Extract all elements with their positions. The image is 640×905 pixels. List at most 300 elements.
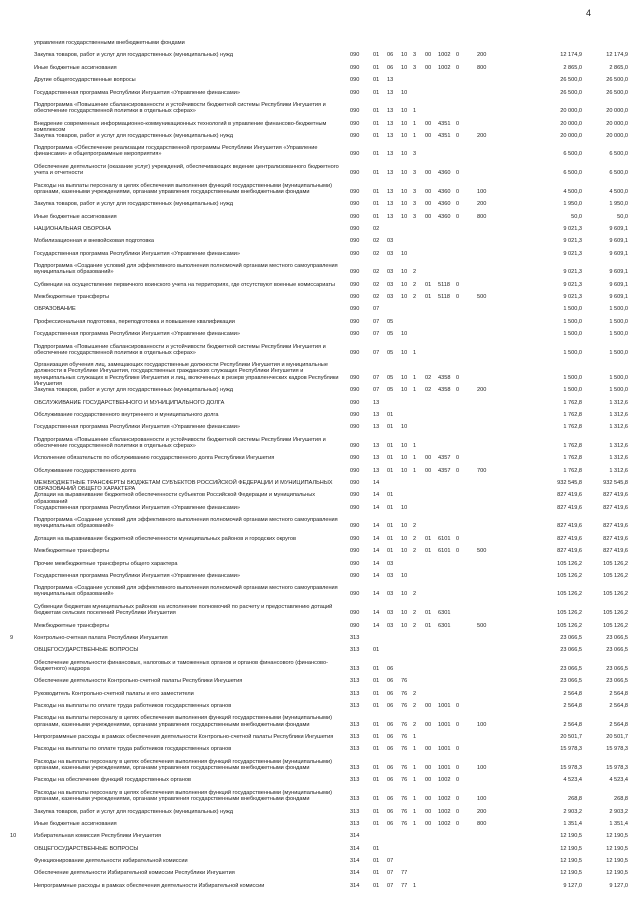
- row-code: 01: [373, 132, 380, 139]
- row-code: 13: [387, 188, 394, 195]
- row-code: 1: [413, 820, 417, 827]
- row-amount-year-1: 2 564,8: [563, 703, 582, 709]
- row-code: 090: [350, 52, 360, 59]
- row-name: Подпрограмма «Обеспечение реализации государственной программы Республики Ингушетия «Управление финансами» и общепрограммные мероприятия»: [34, 145, 318, 158]
- row-code: 500: [477, 548, 487, 555]
- row-amount-year-1: 12 190,5: [560, 857, 582, 864]
- row-amount-year-1: 827 419,6: [557, 548, 582, 555]
- row-code: 00: [425, 170, 432, 177]
- row-amount-year-1: 12 190,5: [560, 870, 582, 877]
- row-amount-year-2: 105 126,2: [603, 572, 628, 579]
- row-name: МЕЖБЮДЖЕТНЫЕ ТРАНСФЕРТЫ БЮДЖЕТАМ СУБЪЕКТОВ РОССИЙСКОЙ ФЕДЕРАЦИИ И МУНИЦИПАЛЬНЫХ ОБРАЗОВАНИЙ ОБЩЕГО ХАРАКТЕРА: [34, 480, 333, 493]
- row-name: Контрольно-счетная палата Республики Ингушетия: [34, 634, 168, 641]
- row-code: 1001: [438, 746, 451, 753]
- row-amount-year-1: 23 066,5: [560, 634, 582, 641]
- row-code: 10: [401, 535, 408, 542]
- row-code: 13: [387, 170, 394, 177]
- row-code: 800: [477, 213, 487, 220]
- row-code: 02: [373, 250, 380, 257]
- row-amount-year-1: 105 126,2: [557, 572, 582, 579]
- row-code: 13: [373, 467, 380, 474]
- row-code: 01: [425, 548, 432, 555]
- row-amount-year-1: 20 000,0: [560, 108, 582, 115]
- row-code: 1002: [438, 52, 451, 59]
- row-code: 00: [425, 820, 432, 827]
- row-code: 0: [456, 387, 460, 394]
- row-code: 00: [425, 120, 432, 127]
- row-code: 313: [350, 808, 360, 815]
- row-amount-year-2: 827 419,6: [603, 504, 628, 511]
- row-amount-year-2: 4 523,4: [609, 777, 628, 784]
- row-name: Расходы на выплаты персоналу в целях обеспечения выполнения функций государственными (муниципальными) органами, казенными учреждениями, органами управления государственными внебюджетными фондами: [34, 789, 332, 803]
- row-code: 76: [401, 808, 408, 815]
- row-code: 0: [456, 281, 460, 288]
- row-code: 10: [401, 548, 408, 555]
- row-code: 00: [425, 213, 432, 220]
- row-code: 01: [425, 281, 432, 288]
- row-amount-year-1: 9 021,3: [563, 269, 582, 276]
- row-code: 13: [373, 424, 380, 431]
- row-code: 03: [387, 622, 394, 629]
- row-amount-year-1: 1 762,8: [563, 442, 582, 449]
- row-code: 1: [413, 765, 417, 772]
- row-amount-year-2: 1 500,0: [609, 318, 628, 325]
- row-code: 3: [413, 188, 417, 195]
- row-amount-year-1: 50,0: [571, 213, 582, 220]
- row-code: 76: [401, 777, 408, 784]
- row-name: Расходы на выплаты по оплате труда работников государственных органов: [34, 746, 232, 753]
- row-name: Расходы на выплаты персоналу в целях обеспечения выполнения функций государственными (муниципальными) органами, казенными учреждениями, органами управления государственными внебюджетными фондами: [34, 715, 332, 728]
- row-code: 10: [401, 120, 408, 127]
- row-code: 13: [373, 399, 380, 406]
- row-amount-year-1: 105 126,2: [557, 560, 582, 567]
- row-name: Закупка товаров, работ и услуг для государственных (муниципальных) нужд: [34, 52, 234, 59]
- row-code: 06: [387, 690, 394, 697]
- row-name: НАЦИОНАЛЬНАЯ ОБОРОНА: [34, 225, 111, 232]
- row-amount-year-1: 1 500,0: [563, 331, 582, 338]
- row-code: 5118: [438, 294, 451, 301]
- row-amount-year-1: 20 000,0: [560, 120, 582, 127]
- row-code: 10: [401, 387, 408, 394]
- row-amount-year-1: 15 978,3: [560, 746, 582, 753]
- row-name: ОБРАЗОВАНИЕ: [34, 306, 76, 313]
- row-code: 1: [413, 387, 417, 394]
- row-code: 06: [387, 678, 394, 685]
- row-code: 02: [373, 294, 380, 301]
- row-amount-year-2: 12 190,5: [606, 870, 628, 877]
- row-amount-year-1: 12 174,9: [560, 52, 582, 59]
- row-code: 313: [350, 796, 360, 803]
- row-code: 2: [413, 690, 417, 697]
- row-name: Функционирование деятельности избирательной комиссии: [34, 857, 188, 864]
- row-amount-year-2: 20 000,0: [606, 132, 628, 139]
- row-code: 090: [350, 467, 360, 474]
- row-code: 1: [413, 746, 417, 753]
- row-name: Избирательная комиссия Республики Ингушетия: [34, 833, 162, 840]
- row-amount-year-2: 12 190,5: [606, 833, 628, 840]
- row-amount-year-1: 2 564,8: [563, 721, 582, 728]
- row-amount-year-1: 4 500,0: [563, 188, 582, 195]
- row-code: 2: [413, 269, 417, 276]
- row-code: 1002: [438, 64, 451, 71]
- row-code: 1002: [438, 777, 451, 784]
- row-code: 10: [401, 269, 408, 276]
- row-code: 10: [401, 52, 408, 59]
- row-amount-year-1: 20 000,0: [560, 132, 582, 139]
- row-name: Дотации на выравнивание бюджетной обеспеченности субъектов Российской Федерации и муниципальных образований: [34, 492, 316, 505]
- row-amount-year-2: 932 545,8: [603, 480, 628, 486]
- row-name: ОБСЛУЖИВАНИЕ ГОСУДАРСТВЕННОГО И МУНИЦИПАЛЬНОГО ДОЛГА: [34, 399, 225, 406]
- row-amount-year-1: 9 021,3: [563, 238, 582, 245]
- row-code: 314: [350, 833, 360, 840]
- row-name: Подпрограмма «Повышение сбалансированности и устойчивости бюджетной системы Республики Ингушетия и обеспечение государственной политики в отдельных сферах»: [34, 436, 326, 449]
- row-amount-year-1: 827 419,6: [557, 492, 582, 499]
- row-amount-year-2: 4 500,0: [609, 188, 628, 195]
- row-amount-year-2: 1 312,6: [609, 442, 628, 449]
- row-amount-year-1: 26 500,0: [560, 89, 582, 96]
- row-code: 76: [401, 820, 408, 827]
- row-amount-year-1: 1 500,0: [563, 374, 582, 381]
- row-code: 06: [387, 765, 394, 772]
- row-code: 1: [413, 120, 417, 127]
- row-name: Дотация на выравнивание бюджетной обеспеченности муниципальных районов и городских округов: [34, 535, 296, 542]
- row-amount-year-1: 9 021,3: [563, 281, 582, 288]
- row-code: 76: [401, 721, 408, 728]
- row-amount-year-2: 2 903,2: [609, 808, 628, 815]
- row-code: 700: [477, 467, 487, 474]
- row-code: 03: [387, 572, 394, 579]
- row-code: 00: [425, 52, 432, 59]
- row-amount-year-2: 2 564,8: [609, 690, 628, 697]
- row-code: 0: [456, 721, 460, 728]
- row-amount-year-1: 9 021,3: [563, 225, 582, 232]
- row-name: Закупка товаров, работ и услуг для государственных (муниципальных) нужд: [34, 808, 234, 815]
- row-code: 800: [477, 64, 487, 71]
- row-amount-year-2: 2 564,8: [609, 703, 628, 709]
- row-code: 01: [373, 52, 380, 59]
- row-name: Обслуживание государственного внутреннего и муниципального долга: [34, 411, 219, 418]
- row-code: 01: [373, 765, 380, 772]
- row-code: 01: [373, 882, 380, 889]
- row-code: 090: [350, 170, 360, 177]
- row-code: 13: [387, 89, 394, 96]
- row-code: 2: [413, 535, 417, 542]
- row-amount-year-2: 1 500,0: [609, 387, 628, 394]
- row-code: 0: [456, 64, 460, 71]
- row-name: Государственная программа Республики Ингушетия «Управление финансами»: [34, 250, 240, 257]
- row-code: 0: [456, 777, 460, 784]
- row-code: 10: [401, 188, 408, 195]
- row-code: 2: [413, 610, 417, 617]
- row-amount-year-2: 15 978,3: [606, 765, 628, 772]
- row-name: Другие общегосударственные вопросы: [34, 77, 136, 84]
- row-code: 2: [413, 622, 417, 629]
- row-name: Непрограммные расходы в рамках обеспечения деятельности Избирательной комиссии: [34, 882, 265, 889]
- row-amount-year-2: 1 500,0: [609, 349, 628, 356]
- row-code: 6301: [438, 622, 451, 629]
- row-code: 10: [401, 610, 408, 617]
- row-amount-year-1: 105 126,2: [557, 591, 582, 598]
- row-code: 06: [387, 777, 394, 784]
- row-code: 0: [456, 820, 460, 827]
- row-name: Иные бюджетные ассигнования: [34, 64, 117, 71]
- row-name: Государственная программа Республики Ингушетия «Управление финансами»: [34, 424, 240, 431]
- row-code: 4351: [438, 132, 451, 139]
- row-code: 3: [413, 52, 417, 59]
- row-code: 01: [373, 120, 380, 127]
- row-code: 090: [350, 77, 360, 84]
- row-code: 14: [373, 610, 380, 617]
- row-amount-year-2: 12 190,5: [606, 857, 628, 864]
- row-code: 1001: [438, 765, 451, 772]
- row-code: 313: [350, 746, 360, 753]
- row-code: 01: [425, 535, 432, 542]
- row-code: 313: [350, 703, 360, 709]
- row-code: 13: [387, 120, 394, 127]
- row-code: 090: [350, 548, 360, 555]
- row-code: 02: [373, 269, 380, 276]
- row-code: 07: [373, 374, 380, 381]
- row-amount-year-2: 9 609,1: [609, 281, 628, 288]
- row-amount-year-1: 9 021,3: [563, 250, 582, 257]
- row-code: 3: [413, 64, 417, 71]
- row-amount-year-1: 1 500,0: [563, 387, 582, 394]
- row-code: 14: [373, 480, 380, 486]
- row-code: 090: [350, 238, 360, 245]
- row-code: 06: [387, 808, 394, 815]
- row-name: Мобилизационная и вневойсковая подготовка: [34, 238, 155, 245]
- row-amount-year-2: 827 419,6: [603, 548, 628, 555]
- row-code: 77: [401, 882, 408, 889]
- row-code: 05: [387, 331, 394, 338]
- row-code: 06: [387, 721, 394, 728]
- row-code: 10: [401, 622, 408, 629]
- row-code: 10: [401, 170, 408, 177]
- row-code: 01: [373, 703, 380, 709]
- row-code: 07: [387, 870, 394, 877]
- row-amount-year-1: 4 523,4: [563, 777, 582, 784]
- row-amount-year-1: 9 021,3: [563, 294, 582, 301]
- row-code: 76: [401, 703, 408, 709]
- row-code: 06: [387, 820, 394, 827]
- row-code: 4360: [438, 170, 451, 177]
- row-code: 200: [477, 201, 487, 208]
- row-code: 090: [350, 374, 360, 381]
- row-code: 090: [350, 201, 360, 208]
- row-code: 313: [350, 820, 360, 827]
- row-code: 10: [401, 467, 408, 474]
- row-amount-year-2: 827 419,6: [603, 523, 628, 530]
- row-code: 3: [413, 151, 417, 158]
- row-name: Обслуживание государственного долга: [34, 467, 136, 474]
- row-amount-year-2: 2 564,8: [609, 721, 628, 728]
- row-amount-year-1: 1 500,0: [563, 306, 582, 313]
- row-name: Исполнение обязательств по обслуживанию государственного долга Республики Ингушетия: [34, 455, 275, 462]
- row-code: 090: [350, 120, 360, 127]
- row-code: 090: [350, 89, 360, 96]
- row-code: 200: [477, 52, 487, 59]
- row-amount-year-1: 1 500,0: [563, 349, 582, 356]
- row-amount-year-2: 6 500,0: [609, 170, 628, 177]
- row-amount-year-2: 12 190,5: [606, 845, 628, 852]
- row-code: 090: [350, 188, 360, 195]
- row-code: 03: [387, 250, 394, 257]
- row-code: 01: [373, 647, 380, 654]
- row-code: 1: [413, 796, 417, 803]
- row-code: 02: [373, 281, 380, 288]
- row-code: 13: [373, 455, 380, 462]
- row-code: 10: [401, 523, 408, 530]
- row-code: 01: [373, 746, 380, 753]
- row-code: 0: [456, 188, 460, 195]
- row-code: 01: [373, 201, 380, 208]
- row-code: 313: [350, 647, 360, 654]
- row-amount-year-2: 6 500,0: [609, 151, 628, 158]
- row-code: 01: [373, 170, 380, 177]
- row-amount-year-2: 1 312,6: [609, 411, 628, 418]
- row-code: 01: [387, 492, 394, 499]
- row-code: 03: [387, 238, 394, 245]
- row-amount-year-2: 50,0: [617, 213, 628, 220]
- row-code: 02: [425, 374, 432, 381]
- row-code: 2: [413, 281, 417, 288]
- row-amount-year-2: 23 066,5: [606, 678, 628, 685]
- row-code: 10: [401, 442, 408, 449]
- row-code: 1: [413, 132, 417, 139]
- row-code: 1: [413, 108, 417, 115]
- row-code: 090: [350, 269, 360, 276]
- row-code: 1: [413, 349, 417, 356]
- row-code: 4357: [438, 467, 451, 474]
- row-amount-year-2: 1 312,6: [609, 424, 628, 431]
- row-code: 14: [373, 492, 380, 499]
- row-amount-year-1: 1 762,8: [563, 467, 582, 474]
- row-name: ОБЩЕГОСУДАРСТВЕННЫЕ ВОПРОСЫ: [34, 647, 139, 654]
- row-code: 6301: [438, 610, 451, 617]
- row-amount-year-2: 9 127,0: [609, 882, 628, 889]
- row-name: Профессиональная подготовка, переподготовка и повышение квалификации: [34, 318, 235, 325]
- row-name: Субвенции бюджетам муниципальных районов на исполнение полномочий по расчету и предоставлению дотаций бюджетам сельских поселений Республики Ингушетия: [34, 603, 333, 617]
- row-code: 090: [350, 455, 360, 462]
- row-code: 10: [401, 331, 408, 338]
- row-amount-year-2: 2 865,0: [609, 64, 628, 71]
- row-code: 14: [373, 548, 380, 555]
- row-code: 01: [373, 808, 380, 815]
- row-code: 0: [456, 132, 460, 139]
- row-code: 10: [401, 89, 408, 96]
- row-code: 00: [425, 467, 432, 474]
- row-code: 1002: [438, 796, 451, 803]
- row-name: Обеспечение деятельности финансовых, налоговых и таможенных органов и органов финансового (финансово-бюджетного) надзора: [34, 659, 328, 672]
- row-name: Обеспечение деятельности Избирательной комиссии Республики Ингушетия: [34, 870, 235, 877]
- row-code: 090: [350, 399, 360, 406]
- row-code: 76: [401, 678, 408, 685]
- row-code: 00: [425, 808, 432, 815]
- row-amount-year-2: 1 351,4: [609, 820, 628, 827]
- row-amount-year-2: 827 419,6: [603, 535, 628, 542]
- row-code: 3: [413, 213, 417, 220]
- row-name: Межбюджетные трансферты: [34, 622, 110, 629]
- row-code: 313: [350, 634, 360, 641]
- row-code: 10: [401, 349, 408, 356]
- row-name: Подпрограмма «Повышение сбалансированности и устойчивости бюджетной системы Республики Ингушетия и обеспечение государственной политики в отдельных сферах»: [34, 343, 326, 356]
- row-amount-year-1: 12 190,5: [560, 845, 582, 852]
- row-code: 00: [425, 188, 432, 195]
- row-code: 01: [373, 690, 380, 697]
- row-code: 500: [477, 294, 487, 301]
- row-amount-year-2: 20 000,0: [606, 120, 628, 127]
- row-code: 01: [387, 442, 394, 449]
- row-name: Подпрограмма «Создание условий для эффективного выполнения полномочий органами местного самоуправления муниципальных образований»: [34, 585, 338, 598]
- row-code: 00: [425, 703, 432, 709]
- row-amount-year-2: 9 609,1: [609, 294, 628, 301]
- row-code: 01: [373, 151, 380, 158]
- row-code: 01: [387, 411, 394, 418]
- row-code: 01: [387, 535, 394, 542]
- row-code: 2: [413, 703, 417, 709]
- row-code: 07: [373, 387, 380, 394]
- row-name: Закупка товаров, работ и услуг для государственных (муниципальных) нужд: [34, 132, 234, 139]
- row-amount-year-1: 932 545,8: [557, 480, 582, 486]
- row-code: 10: [401, 455, 408, 462]
- row-code: 06: [387, 796, 394, 803]
- row-code: 01: [373, 108, 380, 115]
- row-code: 200: [477, 387, 487, 394]
- row-code: 13: [373, 442, 380, 449]
- row-code: 05: [387, 374, 394, 381]
- row-code: 090: [350, 411, 360, 418]
- row-code: 00: [425, 796, 432, 803]
- row-code: 0: [456, 120, 460, 127]
- row-code: 10: [401, 374, 408, 381]
- row-code: 01: [373, 796, 380, 803]
- row-amount-year-2: 1 312,6: [609, 467, 628, 474]
- row-code: 090: [350, 591, 360, 598]
- row-amount-year-1: 1 762,8: [563, 455, 582, 462]
- row-amount-year-1: 23 066,5: [560, 678, 582, 685]
- row-code: 100: [477, 188, 487, 195]
- row-code: 3: [413, 170, 417, 177]
- page-number: 4: [586, 8, 592, 18]
- row-code: 13: [387, 213, 394, 220]
- row-code: 06: [387, 746, 394, 753]
- row-code: 03: [387, 294, 394, 301]
- row-code: 10: [401, 504, 408, 511]
- row-code: 01: [373, 734, 380, 740]
- row-code: 00: [425, 201, 432, 208]
- row-amount-year-2: 105 126,2: [603, 560, 628, 567]
- row-code: 76: [401, 690, 408, 697]
- row-code: 313: [350, 734, 360, 740]
- row-code: 090: [350, 492, 360, 499]
- row-code: 2: [413, 523, 417, 530]
- row-code: 06: [387, 734, 394, 740]
- row-code: 314: [350, 882, 360, 889]
- row-code: 10: [401, 281, 408, 288]
- row-name: управления государственными внебюджетными фондами: [34, 40, 185, 46]
- row-code: 1: [413, 777, 417, 784]
- row-code: 13: [373, 411, 380, 418]
- row-code: 0: [456, 808, 460, 815]
- row-amount-year-2: 105 126,2: [603, 591, 628, 598]
- row-code: 00: [425, 721, 432, 728]
- row-code: 090: [350, 523, 360, 530]
- row-code: 14: [373, 504, 380, 511]
- row-code: 77: [401, 870, 408, 877]
- row-amount-year-1: 2 903,2: [563, 808, 582, 815]
- row-code: 01: [373, 857, 380, 864]
- row-code: 1: [413, 882, 417, 889]
